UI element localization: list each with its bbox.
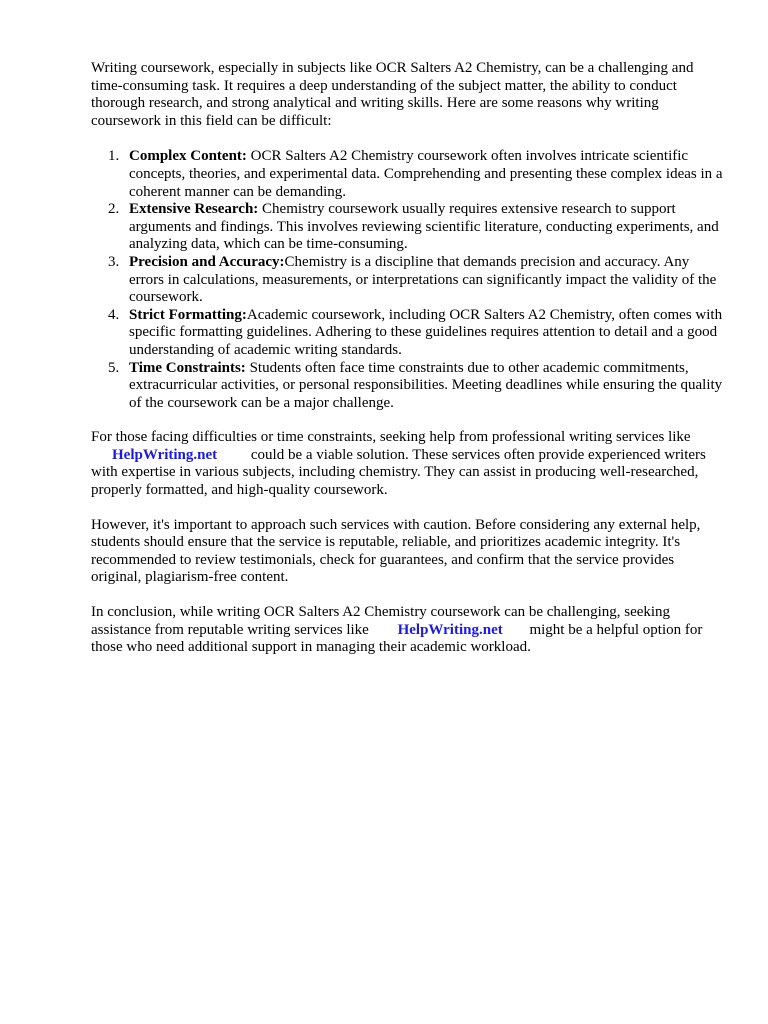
conclusion-paragraph xyxy=(91,604,727,657)
conclusion-text-after: might be a helpful option for those who need additional support in managing their academic workload. xyxy=(91,621,703,656)
helpwriting-link[interactable]: HelpWriting.net xyxy=(112,446,218,463)
reasons-list xyxy=(91,148,727,412)
list-item-term: Time Constraints: xyxy=(129,359,246,376)
list-item-text: Chemistry is a discipline that demands precision and accuracy. Any errors in calculations, measurements, or interpretations can significantly impact the validity of the coursework. xyxy=(129,253,717,306)
intro-paragraph: Writing coursework, especially in subjects like OCR Salters A2 Chemistry, can be a challenging and time-consuming task. It requires a deep understanding of the subject matter, the ability to conduct thorough research, and strong analytical and writing skills. Here are some reasons why writing coursework in this field can be difficult: xyxy=(91,60,694,129)
list-item-term: Strict Formatting: xyxy=(129,306,247,323)
list-item-text: Students often face time constraints due to other academic commitments, extracurricular activities, or personal responsibilities. Meeting deadlines while ensuring the quality of the coursework can be a major challenge. xyxy=(129,359,723,411)
help-paragraph xyxy=(91,429,727,499)
list-item-text: Chemistry coursework usually requires extensive research to support arguments and findings. This involves reviewing scientific literature, conducting experiments, and analyzing data, which can be time-consuming. xyxy=(129,201,719,253)
list-item xyxy=(108,359,727,413)
helpwriting-link-conclusion[interactable]: HelpWriting.net xyxy=(397,621,503,638)
list-item-term: Extensive Research: xyxy=(129,201,259,218)
list-item-number: 5. xyxy=(108,359,120,376)
list-item xyxy=(108,253,727,307)
conclusion-text-before: In conclusion, while writing OCR Salters A2 Chemistry coursework can be challenging, seeking assistance from reputable writing services like xyxy=(91,604,671,638)
list-item xyxy=(108,306,727,360)
list-item xyxy=(108,201,727,254)
list-item-term: Complex Content: xyxy=(129,148,247,165)
document-page xyxy=(91,60,727,657)
caution-paragraph: However, it's important to approach such services with caution. Before considering any external help, students should ensure that the service is reputable, reliable, and prioritizes academic integrity. It's recommended to review testimonials, check for guarantees, and confirm that the service provides original, plagiarism-free content. xyxy=(91,516,701,586)
help-text-before: For those facing difficulties or time constraints, seeking help from professional writing services like xyxy=(91,429,691,446)
list-item-number: 1. xyxy=(108,148,120,165)
list-item-number: 2. xyxy=(108,201,120,218)
list-item-term: Precision and Accuracy: xyxy=(129,253,285,270)
list-item-number: 4. xyxy=(108,306,120,323)
list-item xyxy=(108,148,727,201)
help-text-after: could be a viable solution. These services often provide experienced writers with expertise in various subjects, including chemistry. They can assist in producing well-researched, properly formatted, and high-quality coursework. xyxy=(91,446,706,499)
list-item-text: Academic coursework, including OCR Salters A2 Chemistry, often comes with specific formatting guidelines. Adhering to these guidelines requires attention to detail and a good understanding of academic writing standards. xyxy=(129,306,723,358)
list-item-text: OCR Salters A2 Chemistry coursework often involves intricate scientific concepts, theories, and experimental data. Comprehending and presenting these complex ideas in a coherent manner can be demanding. xyxy=(129,148,723,200)
list-item-number: 3. xyxy=(108,253,120,270)
